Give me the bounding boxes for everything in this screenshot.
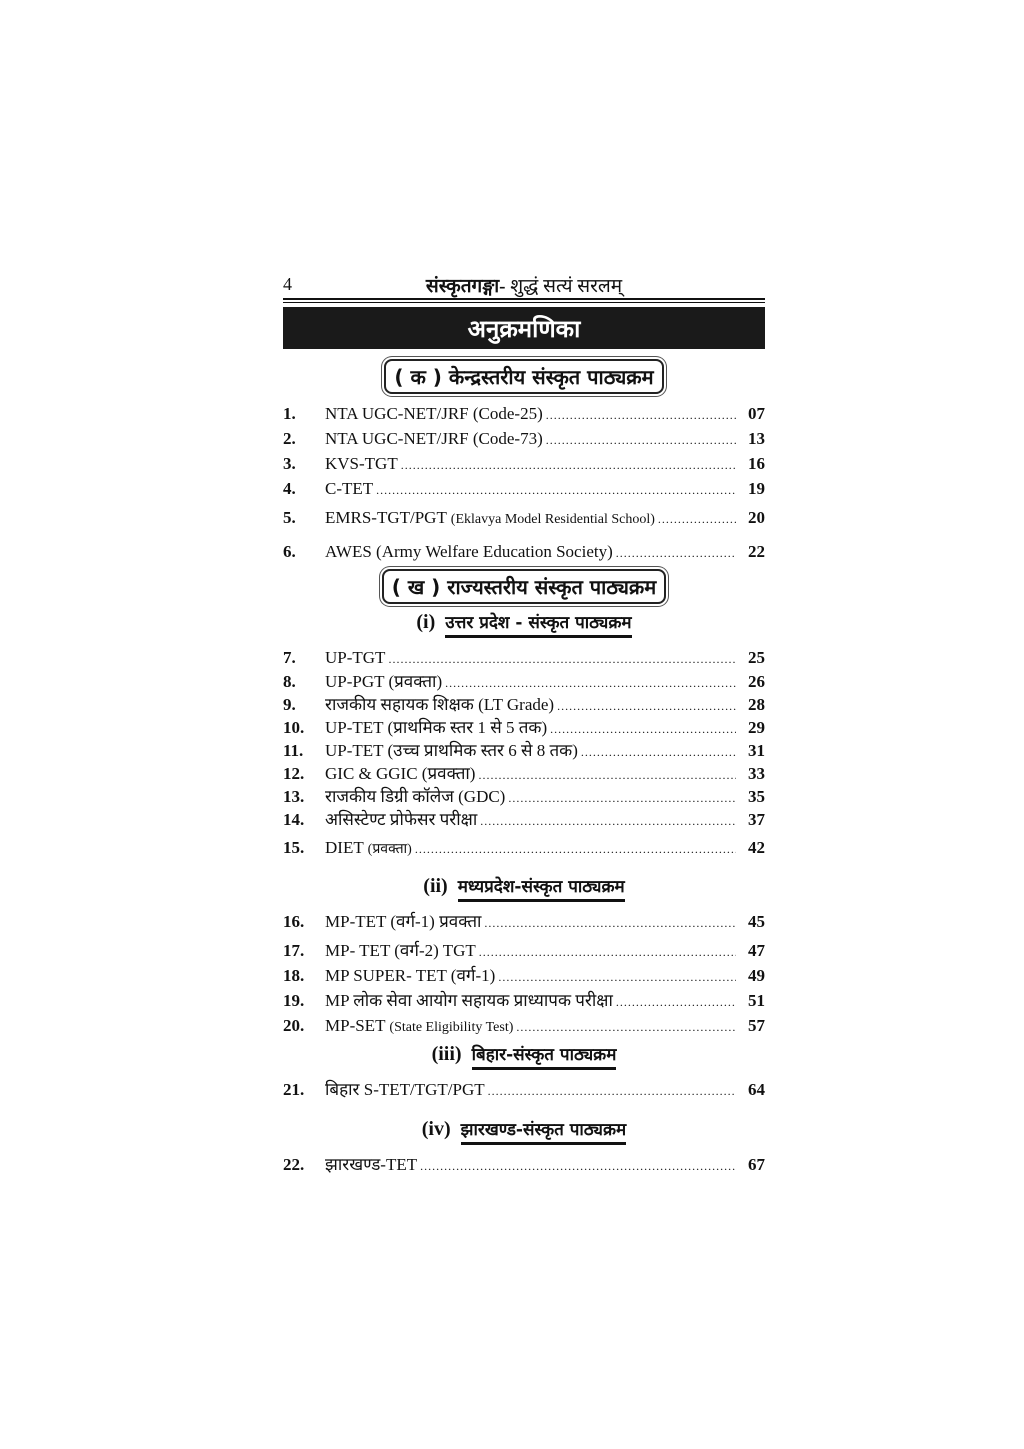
leader-dots	[616, 541, 736, 565]
entry-page: 64	[748, 1080, 765, 1099]
entry-page: 33	[748, 764, 765, 783]
entry-title: MP-TET (वर्ग-1) प्रवक्ता	[325, 912, 482, 931]
entry-page: 25	[748, 648, 765, 667]
entry-number: 12.	[283, 764, 305, 783]
entry-number: 9.	[283, 695, 296, 714]
entry-title: झारखण्ड-TET	[325, 1155, 418, 1174]
entry-title: NTA UGC-NET/JRF (Code-25)	[325, 404, 543, 423]
leader-dots	[557, 695, 736, 717]
contents-banner	[283, 307, 765, 349]
entry-title: MP- TET (वर्ग-2) TGT	[325, 941, 476, 960]
entry-number: 17.	[283, 941, 305, 960]
book-title: संस्कृतगङ्गा-	[425, 276, 506, 297]
header-rule	[283, 298, 765, 303]
leader-dots	[498, 965, 736, 989]
leader-dots	[550, 718, 736, 740]
leader-dots	[479, 940, 736, 964]
leader-dots	[488, 1079, 736, 1103]
page-number: 4	[283, 274, 292, 294]
entry-page: 31	[748, 741, 765, 760]
leader-dots	[546, 428, 736, 452]
entry-title: असिस्टेण्ट प्रोफेसर परीक्षा	[325, 810, 478, 829]
toc-entry[interactable]	[283, 506, 765, 532]
toc-entry[interactable]	[283, 452, 765, 477]
book-tagline: शुद्धं सत्यं सरलम्	[505, 276, 623, 297]
contents-title: अनुक्रमणिका	[467, 314, 581, 343]
toc-entry[interactable]	[283, 1153, 765, 1178]
toc-entry[interactable]	[283, 402, 765, 427]
leader-dots	[376, 478, 736, 502]
entry-title: MP लोक सेवा आयोग सहायक प्राध्यापक परीक्षा	[325, 991, 613, 1010]
toc-bihar	[283, 1078, 765, 1103]
entry-page: 13	[748, 429, 765, 448]
entry-title: AWES (Army Welfare Education Society)	[325, 542, 613, 561]
entry-page: 51	[748, 991, 765, 1010]
leader-dots	[445, 672, 736, 694]
leader-dots	[478, 764, 736, 786]
leader-dots	[516, 1015, 736, 1039]
entry-number: 6.	[283, 542, 296, 561]
subheading-jharkhand: (iv) झारखण्ड-संस्कृत पाठ्यक्रम	[283, 1117, 765, 1141]
entry-title: EMRS-TGT/PGT (Eklavya Model Residential School)	[325, 508, 655, 527]
entry-page: 42	[748, 838, 765, 857]
entry-number: 3.	[283, 454, 296, 473]
leader-dots	[616, 990, 736, 1014]
subheading-up: (i) उत्तर प्रदेश - संस्कृत पाठ्यक्रम	[283, 610, 765, 634]
toc-central	[283, 402, 765, 565]
entry-title: C-TET	[325, 479, 374, 498]
entry-number: 5.	[283, 508, 296, 527]
entry-number: 19.	[283, 991, 305, 1010]
leader-dots	[484, 911, 736, 935]
entry-title: राजकीय सहायक शिक्षक (LT Grade)	[325, 695, 555, 714]
toc-entry[interactable]	[283, 671, 765, 694]
leader-dots	[480, 810, 736, 832]
toc-entry[interactable]	[283, 694, 765, 717]
toc-entry[interactable]	[283, 786, 765, 809]
subheading-mp: (ii) मध्यप्रदेश-संस्कृत पाठ्यक्रम	[283, 874, 765, 898]
entry-page: 28	[748, 695, 765, 714]
toc-entry[interactable]	[283, 477, 765, 502]
entry-title: MP-SET (State Eligibility Test)	[325, 1016, 514, 1035]
leader-dots	[420, 1154, 736, 1178]
toc-entry[interactable]	[283, 763, 765, 786]
entry-number: 8.	[283, 672, 296, 691]
entry-page: 26	[748, 672, 765, 691]
entry-number: 7.	[283, 648, 296, 667]
entry-number: 16.	[283, 912, 305, 931]
entry-number: 1.	[283, 404, 296, 423]
entry-page: 20	[748, 508, 765, 527]
entry-page: 57	[748, 1016, 765, 1035]
entry-title: DIET (प्रवक्ता)	[325, 838, 412, 857]
section-heading-state: ( ख ) राज्यस्तरीय संस्कृत पाठ्यक्रम	[382, 569, 667, 604]
document-page	[283, 270, 765, 1178]
entry-page: 29	[748, 718, 765, 737]
entry-number: 11.	[283, 741, 304, 760]
entry-title: UP-PGT (प्रवक्ता)	[325, 672, 443, 691]
leader-dots	[581, 741, 736, 763]
entry-page: 35	[748, 787, 765, 806]
entry-title: UP-TET (प्राथमिक स्तर 1 से 5 तक)	[325, 718, 548, 737]
toc-entry[interactable]	[283, 910, 765, 935]
entry-page: 49	[748, 966, 765, 985]
toc-up	[283, 646, 765, 862]
entry-title: राजकीय डिग्री कॉलेज (GDC)	[325, 787, 506, 806]
toc-entry[interactable]	[283, 964, 765, 989]
entry-title: KVS-TGT	[325, 454, 398, 473]
entry-number: 4.	[283, 479, 296, 498]
entry-number: 10.	[283, 718, 305, 737]
entry-title: बिहार S-TET/TGT/PGT	[325, 1080, 485, 1099]
leader-dots	[415, 837, 736, 861]
entry-page: 67	[748, 1155, 765, 1174]
entry-number: 18.	[283, 966, 305, 985]
entry-title: UP-TGT	[325, 648, 386, 667]
entry-number: 15.	[283, 838, 305, 857]
entry-number: 22.	[283, 1155, 305, 1174]
entry-page: 45	[748, 912, 765, 931]
leader-dots	[388, 647, 736, 671]
subheading-bihar: (iii) बिहार-संस्कृत पाठ्यक्रम	[283, 1042, 765, 1066]
entry-page: 16	[748, 454, 765, 473]
toc-entry[interactable]	[283, 989, 765, 1014]
toc-entry[interactable]	[283, 740, 765, 763]
toc-entry[interactable]	[283, 1078, 765, 1103]
toc-entry[interactable]	[283, 646, 765, 671]
entry-page: 22	[748, 542, 765, 561]
leader-dots	[658, 507, 736, 531]
leader-dots	[401, 453, 736, 477]
toc-entry[interactable]	[283, 717, 765, 740]
entry-number: 2.	[283, 429, 296, 448]
toc-jharkhand	[283, 1153, 765, 1178]
toc-entry[interactable]	[283, 1014, 765, 1040]
entry-page: 07	[748, 404, 765, 423]
entry-title: UP-TET (उच्च प्राथमिक स्तर 6 से 8 तक)	[325, 741, 578, 760]
entry-page: 37	[748, 810, 765, 829]
running-header	[283, 270, 765, 296]
entry-page: 47	[748, 941, 765, 960]
toc-entry[interactable]	[283, 939, 765, 964]
section-heading-central: ( क ) केन्द्रस्तरीय संस्कृत पाठ्यक्रम	[384, 359, 663, 394]
entry-number: 20.	[283, 1016, 305, 1035]
leader-dots	[508, 787, 736, 809]
entry-page: 19	[748, 479, 765, 498]
toc-entry[interactable]	[283, 540, 765, 565]
entry-number: 21.	[283, 1080, 305, 1099]
entry-number: 13.	[283, 787, 305, 806]
leader-dots	[546, 403, 736, 427]
toc-mp	[283, 910, 765, 1040]
toc-entry[interactable]	[283, 427, 765, 452]
running-title	[283, 272, 765, 298]
entry-title: GIC & GGIC (प्रवक्ता)	[325, 764, 476, 783]
entry-title: MP SUPER- TET (वर्ग-1)	[325, 966, 496, 985]
entry-title: NTA UGC-NET/JRF (Code-73)	[325, 429, 543, 448]
entry-number: 14.	[283, 810, 305, 829]
toc-entry[interactable]	[283, 836, 765, 862]
toc-entry[interactable]	[283, 809, 765, 832]
